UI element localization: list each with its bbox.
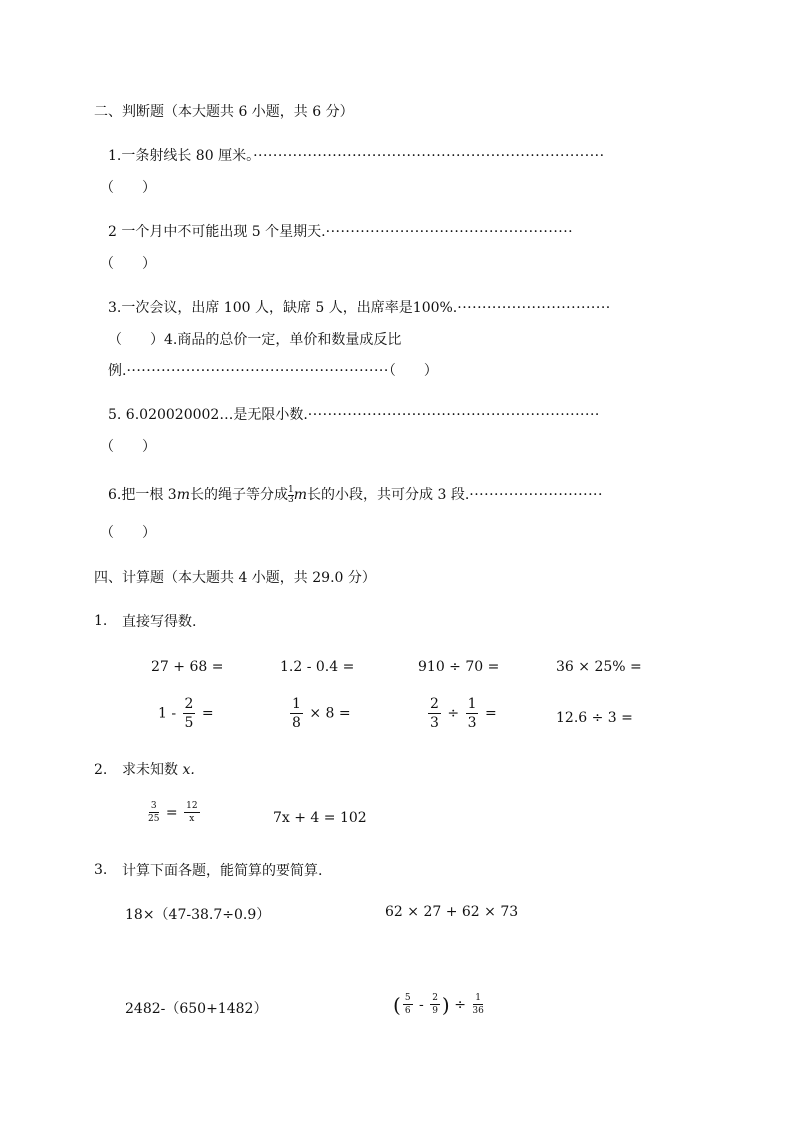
fraction [428,697,441,730]
problem-text: 求未知数 [122,762,178,778]
question-3 [108,297,611,317]
frac-den: 9 [432,1006,438,1016]
problem-1-text: 直接写得数. [122,614,197,630]
question-text: 3.一次会议，出席 100 人，缺席 5 人，出席率是100%. [108,300,458,316]
calc-item: 910 ÷ 70 = [418,659,500,675]
answer-paren-1[interactable]: （ ） [100,180,156,196]
question-1 [108,145,605,165]
calc-item-one-minus-two-fifths [158,697,214,730]
question-text: 长的绳子等分成 [190,487,288,503]
calc-text: = [484,705,497,722]
fraction [472,994,483,1016]
unit-m: m [293,487,308,503]
leader-dots: ··························· [469,487,603,503]
equation-1 [146,802,202,824]
frac-num: 12 [186,801,198,811]
equation-2: 7x + 4 = 102 [273,810,367,826]
frac-den: 8 [292,715,301,731]
frac-den: 5 [184,715,194,731]
problem-1-label: 1. [94,613,108,629]
leader-dots: ····················································· [126,363,389,379]
question-4-line2 [108,360,438,380]
calc-item-one-eighth-times-eight [288,697,351,730]
problem-2-text [122,759,195,779]
operator: = [165,805,178,821]
answer-paren-4[interactable]: （ ） [388,363,438,379]
question-text: 2 一个月中不可能出现 5 个星期天. [108,224,326,240]
frac-den: 6 [404,1006,411,1016]
paren: ) [441,993,450,1017]
expression-3: 2482-（650+1482） [125,1001,268,1017]
expression-2: 62 × 27 + 62 × 73 [385,904,519,920]
operator: ÷ [447,705,460,722]
calc-item-two-thirds-div-one-third [426,697,497,730]
calc-text: × 8 = [309,705,351,722]
answer-paren-2[interactable]: （ ） [100,256,156,272]
section-title-judgement: 二、判断题（本大题共 6 小题，共 6 分） [94,104,354,120]
problem-3-text: 计算下面各题，能简算的要简算. [122,863,323,879]
frac-num: 1 [292,696,301,712]
question-5 [108,404,600,424]
problem-3-label: 3. [94,862,108,878]
problem-2-label: 2. [94,762,108,778]
paren: ( [393,993,401,1017]
expression-4 [393,993,486,1017]
fraction [184,802,199,824]
fraction [183,697,196,730]
frac-num: 1 [475,993,481,1003]
leader-dots: ······································································· [253,148,605,164]
frac-den: 25 [148,814,160,824]
frac-num: 3 [150,801,157,811]
calc-item: 36 × 25% = [556,659,642,675]
frac-num: 2 [184,696,194,712]
frac-num: 2 [430,696,439,712]
frac-den: x [189,814,195,824]
section-title-calculation: 四、计算题（本大题共 4 小题，共 29.0 分） [94,570,376,586]
answer-paren-3[interactable]: （ ） [108,332,164,348]
frac-num: 2 [432,993,438,1003]
expression-1: 18×（47-38.7÷0.9） [125,907,271,923]
frac-den: 3 [430,715,439,731]
calc-item: 27 + 68 = [151,659,224,675]
fraction [466,697,479,730]
question-text: 长的小段，共可分成 3 段. [307,487,470,503]
fraction [290,697,303,730]
question-text: 5. 6.020020002…是无限小数. [108,407,308,423]
question-text: 1.一条射线长 80 厘米。 [108,148,254,164]
unit-m: m [176,487,190,503]
frac-num: 1 [288,484,294,495]
answer-paren-6[interactable]: （ ） [100,525,156,541]
fraction [148,802,159,824]
question-2 [108,221,573,241]
calc-text: 1 - [158,705,177,722]
frac-den: 36 [472,1006,484,1016]
frac-den: 3 [288,494,294,505]
question-4 [108,329,401,349]
leader-dots: ·················································· [325,224,574,240]
leader-dots: ··························································· [307,407,600,423]
leader-dots: ······························· [457,300,611,316]
calc-text: = [201,705,214,722]
question-text: 例. [108,363,127,379]
question-text: 4.商品的总价一定，单价和数量成反比 [164,332,402,348]
calc-item: 1.2 - 0.4 = [280,659,355,675]
question-text: 6.把一根 3 [108,487,177,503]
question-6 [108,484,603,505]
frac-num: 1 [467,696,477,712]
variable-x: x. [182,762,195,778]
frac-den: 3 [467,715,477,731]
fraction [430,994,440,1016]
operator: - [419,997,424,1013]
calc-item: 12.6 ÷ 3 = [556,710,633,726]
answer-paren-5[interactable]: （ ） [100,439,156,455]
operator: ÷ [454,997,466,1013]
frac-num: 5 [404,993,411,1003]
fraction [403,994,413,1016]
